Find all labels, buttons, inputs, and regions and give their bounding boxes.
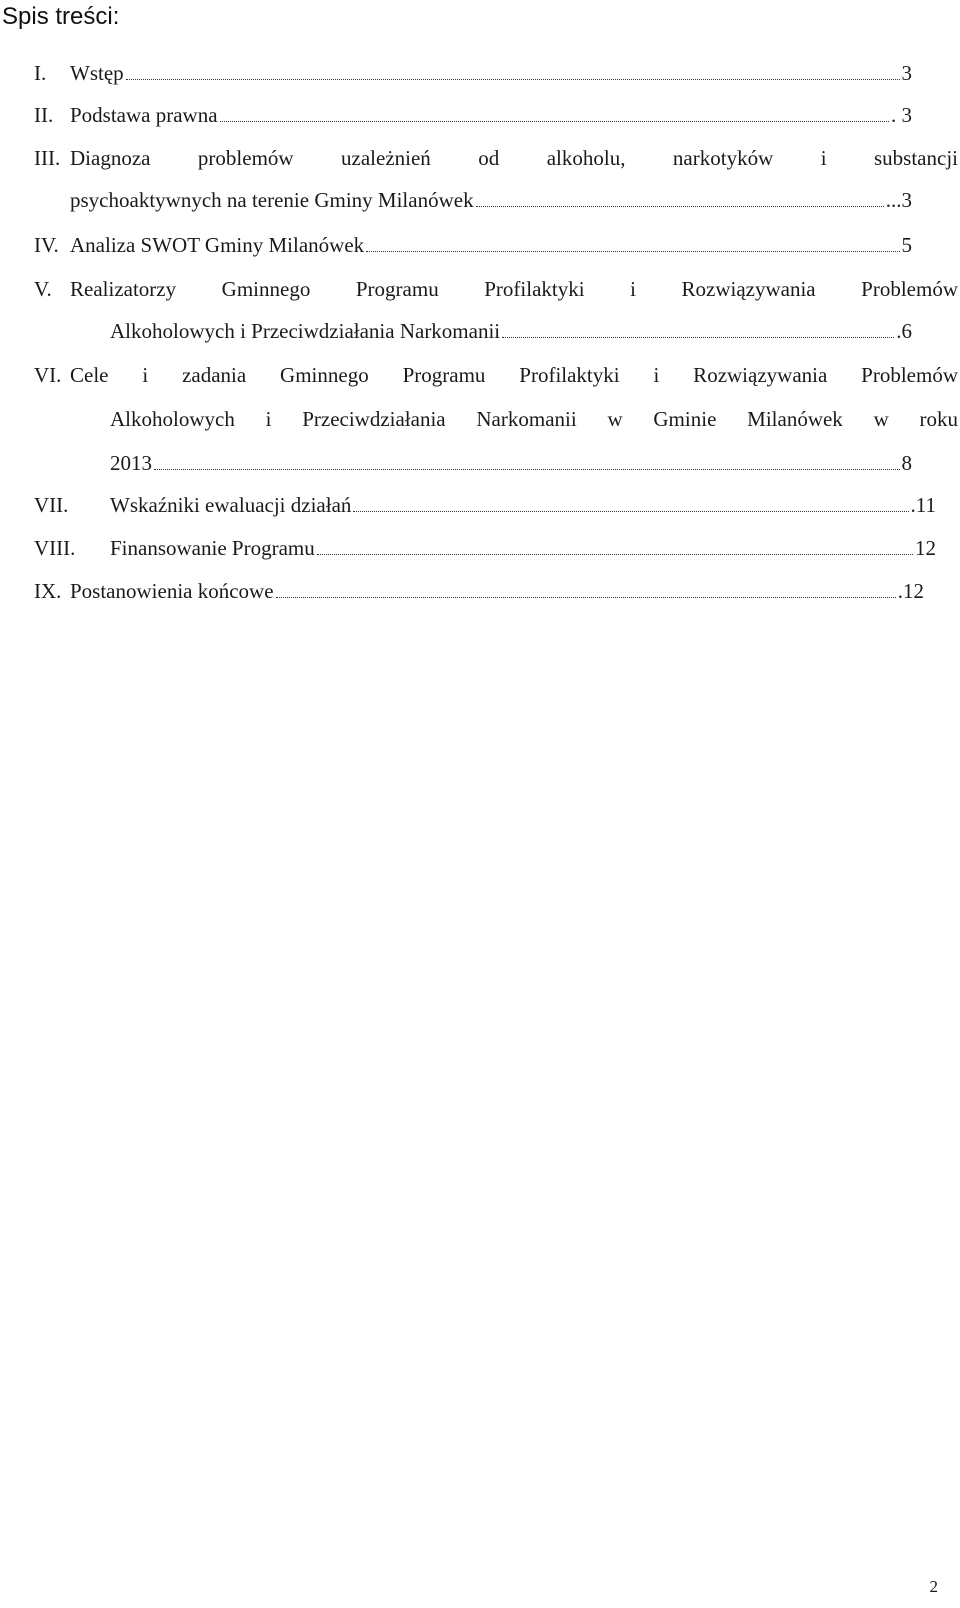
toc-dot-leader (502, 337, 894, 338)
toc-entry-title-line-1: Cele i zadania Gminnego Programu Profilaktyki i Rozwiązywania Problemów (70, 363, 958, 387)
toc-entry-line (110, 535, 936, 561)
toc-dot-leader (353, 511, 908, 512)
toc-dot-leader (366, 251, 899, 252)
toc-entry-title-line-2: Alkoholowych i Przeciwdziałania Narkomanii (110, 319, 501, 343)
toc-entry-line (70, 102, 912, 128)
toc-entry-numeral: V. (34, 277, 52, 301)
toc-entry-numeral: VIII. (34, 536, 76, 560)
toc-dot-leader (220, 121, 889, 122)
toc-entry-line (110, 450, 912, 476)
page-title: Spis treści: (2, 3, 120, 30)
toc-entry-numeral: III. (34, 146, 61, 170)
toc-entry-title: Postanowienia końcowe (70, 579, 274, 603)
toc-entry-numeral: IX. (34, 579, 62, 603)
toc-entry-title-line-2: psychoaktywnych na terenie Gminy Milanówek (70, 188, 474, 212)
toc-entry-line (70, 578, 924, 604)
toc-entry-line (70, 60, 912, 86)
toc-page-number: 5 (901, 233, 912, 257)
toc-page-number: ...3 (885, 188, 912, 212)
toc-entry-numeral: IV. (34, 233, 59, 257)
toc-page-number: . 3 (891, 103, 912, 127)
toc-entry-title: Wstęp (70, 61, 124, 85)
toc-page-number: .6 (896, 319, 912, 343)
toc-entry-line (110, 492, 936, 518)
toc-entry-title-line-2: Alkoholowych i Przeciwdziałania Narkomanii w Gminie Milanówek w roku (110, 407, 958, 431)
toc-page-number: .12 (897, 579, 924, 603)
toc-entry-title: Wskaźniki ewaluacji działań (110, 493, 352, 517)
toc-entry-line (70, 187, 912, 213)
toc-page-number: 3 (901, 61, 912, 85)
toc-entry-title-line-1: Realizatorzy Gminnego Programu Profilaktyki i Rozwiązywania Problemów (70, 277, 958, 301)
toc-entry-numeral: II. (34, 103, 54, 127)
toc-entry-title: Analiza SWOT Gminy Milanówek (70, 233, 365, 257)
toc-entry-numeral: I. (34, 61, 47, 85)
toc-entry-5[interactable] (0, 276, 960, 346)
toc-entry-6[interactable] (0, 362, 960, 478)
toc-entry-title: Podstawa prawna (70, 103, 218, 127)
toc-dot-leader (276, 597, 896, 598)
toc-page-number: 8 (901, 451, 912, 475)
toc-entry-3[interactable] (0, 145, 960, 215)
toc-entry-title-line-1: Diagnoza problemów uzależnień od alkoholu, narkotyków i substancji (70, 146, 958, 170)
page-number: 2 (929, 1577, 938, 1596)
toc-page-number: .11 (910, 493, 936, 517)
toc-entry-line (110, 318, 912, 344)
toc-dot-leader (476, 206, 884, 207)
toc-entry-numeral: VI. (34, 363, 62, 387)
toc-entry-title: Finansowanie Programu (110, 536, 315, 560)
toc-entry-numeral: VII. (34, 493, 69, 517)
toc-entry-title-line-3: 2013 (110, 451, 152, 475)
toc-dot-leader (317, 554, 913, 555)
toc-dot-leader (126, 79, 900, 80)
toc-entry-line (70, 232, 912, 258)
toc-dot-leader (154, 469, 900, 470)
toc-page-number: 12 (915, 536, 936, 560)
